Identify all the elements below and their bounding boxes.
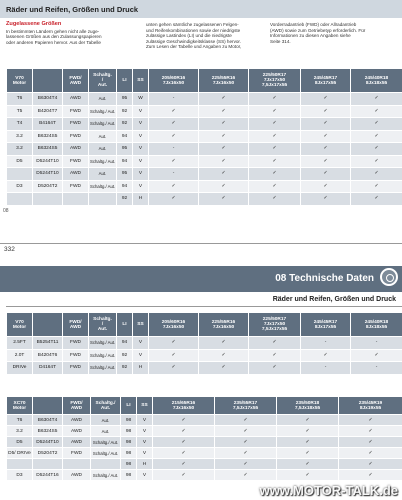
cell-motor: B6324S5 xyxy=(33,426,63,437)
cell-approval: ✓ xyxy=(215,437,277,448)
table-row xyxy=(7,130,402,143)
cell-approval: ✓ xyxy=(277,426,339,437)
table-row xyxy=(7,118,402,131)
cell-li: 92 xyxy=(117,105,133,118)
header-model: XC70 Motor xyxy=(7,397,33,415)
cell-drive: FWD xyxy=(63,155,89,168)
cell-approval: ✓ xyxy=(199,93,249,106)
header-tire-size: 245/40R18 8Jx18x55 xyxy=(351,69,402,93)
cell-approval: ✓ xyxy=(249,93,301,106)
table-row xyxy=(7,105,402,118)
cell-approval: ✓ xyxy=(351,155,402,168)
cell-gear: Aut. xyxy=(89,143,117,156)
cell-approval: ✓ xyxy=(149,362,199,375)
cell-approval: ✓ xyxy=(199,105,249,118)
subhead-divider xyxy=(6,306,402,307)
cell-ss: V xyxy=(137,426,153,437)
cell-approval: ✓ xyxy=(351,130,402,143)
cell-gear: Aut. xyxy=(89,93,117,106)
cell-ss: V xyxy=(137,448,153,459)
cell-approval: ✓ xyxy=(249,130,301,143)
cell-model: D5/ DRIVe xyxy=(7,448,33,459)
intro-line: lassenen Größen aus den Zulassungspapieren xyxy=(6,34,102,40)
cell-approval: ✓ xyxy=(249,337,301,350)
header-ss: SS xyxy=(133,69,149,93)
cell-motor: D5204T2 xyxy=(33,180,63,193)
cell-approval: ✓ xyxy=(351,105,402,118)
cell-approval: ✓ xyxy=(277,459,339,470)
cell-model: D3 xyxy=(7,180,33,193)
cell-approval: ✓ xyxy=(199,349,249,362)
cell-drive: AWD xyxy=(63,168,89,181)
cell-drive: FWD xyxy=(63,118,89,131)
cell-motor: B6304T4 xyxy=(33,93,63,106)
cell-approval: ✓ xyxy=(301,130,351,143)
cell-approval: ✓ xyxy=(149,193,199,206)
cell-approval: ✓ xyxy=(249,105,301,118)
header-tire-size: 245/45R17 8Jx17x55 xyxy=(301,69,351,93)
page-number: 332 xyxy=(4,246,15,253)
cell-approval: ✓ xyxy=(301,349,351,362)
cell-li: 98 xyxy=(121,448,137,459)
cell-motor: D5244T16 xyxy=(33,470,63,481)
cell-approval: ✓ xyxy=(339,448,402,459)
cell-motor: B4204T6 xyxy=(33,349,63,362)
watermark: www.MOTOR-TALK.de xyxy=(259,483,398,498)
cell-ss: H xyxy=(133,362,149,375)
cell-motor: D4164T xyxy=(33,362,63,375)
cell-ss: V xyxy=(133,168,149,181)
cell-ss: V xyxy=(133,130,149,143)
cell-approval: ✓ xyxy=(277,470,339,481)
cell-approval: - xyxy=(149,93,199,106)
cell-approval: ✓ xyxy=(301,105,351,118)
header-drive: FWD/ AWD xyxy=(63,69,89,93)
cell-approval: ✓ xyxy=(301,118,351,131)
header-li: LI xyxy=(117,69,133,93)
cell-ss: V xyxy=(133,118,149,131)
section-title: Räder und Reifen, Größen und Druck xyxy=(6,5,139,14)
cell-drive xyxy=(63,193,89,206)
header-tire-size: 225/50R17 7Jx17x50 7,5Jx17x55 xyxy=(249,69,301,93)
cell-approval: ✓ xyxy=(149,155,199,168)
intro-line: Seite 314. xyxy=(270,38,291,44)
cell-approval: ✓ xyxy=(149,337,199,350)
header-drive: FWD/ AWD xyxy=(63,397,91,415)
header-tire-size: 235/45R19 8Jx19x55 xyxy=(339,397,402,415)
cell-gear: Schaltg./ Aut. xyxy=(89,155,117,168)
cell-approval: ✓ xyxy=(215,470,277,481)
header-tire-size: 235/55R17 7,5Jx17x55 xyxy=(215,397,277,415)
cell-gear xyxy=(89,193,117,206)
header-ss: SS xyxy=(133,313,149,337)
cell-model: D5 xyxy=(7,155,33,168)
tire-table-v70 xyxy=(6,68,402,206)
cell-approval: ✓ xyxy=(249,143,301,156)
header-model: V70 Motor xyxy=(7,313,33,337)
cell-model: 3.2 xyxy=(7,143,33,156)
cell-gear: Aut. xyxy=(89,168,117,181)
cell-gear: Schaltg./ Aut. xyxy=(89,337,117,350)
cell-gear xyxy=(91,459,121,470)
cell-model: DRIVe xyxy=(7,362,33,375)
cell-drive: FWD xyxy=(63,180,89,193)
cell-model: D5 xyxy=(7,437,33,448)
intro-column-1 xyxy=(6,22,124,45)
cell-approval: ✓ xyxy=(153,437,215,448)
cell-gear: Schaltg./ Aut. xyxy=(91,448,121,459)
cell-approval: - xyxy=(351,337,402,350)
page-divider xyxy=(0,243,402,244)
cell-approval: ✓ xyxy=(249,180,301,193)
cell-model: 2.0T xyxy=(7,349,33,362)
cell-approval: ✓ xyxy=(199,362,249,375)
cell-ss: V xyxy=(133,349,149,362)
cell-approval: ✓ xyxy=(351,168,402,181)
cell-drive: FWD xyxy=(63,362,89,375)
cell-approval: ✓ xyxy=(249,168,301,181)
cell-approval: ✓ xyxy=(301,168,351,181)
cell-drive: FWD xyxy=(63,349,89,362)
cell-approval: ✓ xyxy=(149,118,199,131)
cell-gear: Schaltg./ Aut. xyxy=(89,362,117,375)
header-gear: Schaltg. / Aut. xyxy=(89,313,117,337)
intro-line: zulässige Geschwindigkeitsklasse (SS) hervor. xyxy=(146,38,241,44)
cell-approval: ✓ xyxy=(199,193,249,206)
cell-approval: ✓ xyxy=(149,180,199,193)
cell-gear: Schaltg./ Aut. xyxy=(89,118,117,131)
cell-approval: ✓ xyxy=(301,93,351,106)
table-row xyxy=(7,426,402,437)
header-gear: Schaltg. / Aut. xyxy=(89,69,117,93)
cell-drive: AWD xyxy=(63,93,89,106)
cell-ss: V xyxy=(133,155,149,168)
cell-approval: ✓ xyxy=(153,459,215,470)
cell-motor: D5244T10 xyxy=(33,168,63,181)
cell-model xyxy=(7,193,33,206)
cell-ss: V xyxy=(137,470,153,481)
cell-approval: ✓ xyxy=(339,459,402,470)
header-tire-size: 245/45R17 8Jx17x55 xyxy=(301,313,351,337)
table-row xyxy=(7,168,402,181)
cell-li: 95 xyxy=(117,168,133,181)
intro-heading: Zugelassene Größen xyxy=(6,21,62,27)
cell-approval: ✓ xyxy=(351,180,402,193)
cell-approval: ✓ xyxy=(199,118,249,131)
cell-approval: ✓ xyxy=(339,437,402,448)
cell-ss: W xyxy=(133,93,149,106)
cell-drive: AWD xyxy=(63,415,91,426)
cell-ss: H xyxy=(137,459,153,470)
cell-li: 92 xyxy=(117,349,133,362)
header-tire-size: 235/50R18 7,5Jx18x55 xyxy=(277,397,339,415)
cell-approval: - xyxy=(301,337,351,350)
cell-model: 3.2 xyxy=(7,426,33,437)
cell-model xyxy=(7,459,33,470)
cell-approval: ✓ xyxy=(199,143,249,156)
cell-approval: - xyxy=(351,362,402,375)
cell-li: 98 xyxy=(121,415,137,426)
cell-approval: ✓ xyxy=(339,426,402,437)
intro-line: Vorderradantrieb (FWD) oder Allradantrieb xyxy=(270,22,357,27)
cell-li: 98 xyxy=(121,437,137,448)
cell-li: 98 xyxy=(121,470,137,481)
header-tire-size: 245/40R18 8Jx18x55 xyxy=(351,313,402,337)
header-tire-size: 205/60R16 7Jx16x50 xyxy=(149,313,199,337)
cell-model: T4 xyxy=(7,118,33,131)
cell-drive: FWD xyxy=(63,130,89,143)
header-model: V70 Motor xyxy=(7,69,33,93)
table-row xyxy=(7,180,402,193)
cell-approval: ✓ xyxy=(351,118,402,131)
cell-motor: B4164T xyxy=(33,118,63,131)
cell-approval: ✓ xyxy=(153,470,215,481)
chapter-title: 08 Technische Daten xyxy=(275,273,374,284)
table-row xyxy=(7,362,402,375)
table-row xyxy=(7,415,402,426)
cell-motor: B5254T11 xyxy=(33,337,63,350)
side-tab-number: 08 xyxy=(3,208,9,214)
cell-motor: B6304T4 xyxy=(33,415,63,426)
cell-motor: D5244T10 xyxy=(33,155,63,168)
cell-motor: B4204T7 xyxy=(33,105,63,118)
table-row xyxy=(7,437,402,448)
cell-gear: Schaltg./ Aut. xyxy=(89,105,117,118)
cell-approval: ✓ xyxy=(149,349,199,362)
cell-approval: - xyxy=(149,168,199,181)
cell-ss: V xyxy=(133,143,149,156)
section-subhead: Räder und Reifen, Größen und Druck xyxy=(272,296,396,303)
intro-column-3 xyxy=(270,22,400,44)
cell-drive: AWD xyxy=(63,470,91,481)
intro-line: Zum Lesen der Tabelle und Angaben zu Motor, xyxy=(146,44,242,50)
chapter-icon xyxy=(380,268,398,286)
cell-approval: ✓ xyxy=(199,130,249,143)
cell-approval: ✓ xyxy=(351,349,402,362)
cell-approval: ✓ xyxy=(199,155,249,168)
header-li: LI xyxy=(117,313,133,337)
cell-li: 95 xyxy=(117,93,133,106)
cell-li: 92 xyxy=(117,193,133,206)
cell-approval: ✓ xyxy=(249,193,301,206)
cell-approval: ✓ xyxy=(351,143,402,156)
cell-ss: V xyxy=(133,105,149,118)
header-gear: Schaltg./ Aut. xyxy=(91,397,121,415)
cell-li: 98 xyxy=(121,459,137,470)
cell-li: 94 xyxy=(117,155,133,168)
cell-approval: ✓ xyxy=(149,105,199,118)
cell-ss: H xyxy=(133,193,149,206)
cell-approval: ✓ xyxy=(199,180,249,193)
cell-approval: ✓ xyxy=(149,130,199,143)
cell-li: 92 xyxy=(117,362,133,375)
cell-approval: ✓ xyxy=(249,349,301,362)
cell-approval: ✓ xyxy=(215,415,277,426)
table-row xyxy=(7,349,402,362)
header-ss: SS xyxy=(137,397,153,415)
cell-motor: B6324S5 xyxy=(33,143,63,156)
cell-approval: ✓ xyxy=(301,180,351,193)
cell-approval: ✓ xyxy=(351,93,402,106)
table-row xyxy=(7,459,402,470)
cell-drive: AWD xyxy=(63,426,91,437)
cell-approval: ✓ xyxy=(339,415,402,426)
cell-li: 94 xyxy=(117,337,133,350)
cell-drive xyxy=(63,459,91,470)
cell-drive: FWD xyxy=(63,337,89,350)
cell-motor: D5204T2 xyxy=(33,448,63,459)
header-tire-size: 205/60R16 7Jx16x50 xyxy=(149,69,199,93)
table-row xyxy=(7,448,402,459)
cell-approval: ✓ xyxy=(277,448,339,459)
header-motor xyxy=(33,69,63,93)
cell-approval: ✓ xyxy=(153,448,215,459)
cell-ss: V xyxy=(133,337,149,350)
cell-approval: ✓ xyxy=(153,415,215,426)
cell-li: 94 xyxy=(117,180,133,193)
cell-approval: ✓ xyxy=(301,193,351,206)
cell-drive: FWD xyxy=(63,105,89,118)
intro-line: oder anderen Papieren hervor. Aus der Tabelle xyxy=(6,39,101,45)
cell-approval: ✓ xyxy=(277,415,339,426)
cell-motor xyxy=(33,193,63,206)
cell-drive: AWD xyxy=(63,437,91,448)
header-motor xyxy=(33,313,63,337)
cell-approval: ✓ xyxy=(301,143,351,156)
cell-approval: ✓ xyxy=(199,337,249,350)
cell-li: 98 xyxy=(121,426,137,437)
table-row xyxy=(7,143,402,156)
cell-approval: ✓ xyxy=(199,168,249,181)
header-tire-size: 215/65R16 7Jx16x50 xyxy=(153,397,215,415)
cell-motor: B6324S5 xyxy=(33,130,63,143)
cell-model: T6 xyxy=(7,415,33,426)
cell-model: D3 xyxy=(7,470,33,481)
cell-model: T5 xyxy=(7,105,33,118)
intro-line: unten gehen sämtliche zugelassenen Felgen- xyxy=(146,22,239,27)
cell-li: 92 xyxy=(117,118,133,131)
tire-table-v70-second xyxy=(6,312,402,375)
cell-approval: ✓ xyxy=(215,448,277,459)
table-row xyxy=(7,93,402,106)
cell-approval: ✓ xyxy=(215,426,277,437)
header-motor xyxy=(33,397,63,415)
cell-approval: ✓ xyxy=(249,362,301,375)
intro-column-2 xyxy=(146,22,264,50)
table-row xyxy=(7,193,402,206)
table-row xyxy=(7,470,402,481)
cell-model: T6 xyxy=(7,93,33,106)
cell-approval: - xyxy=(149,143,199,156)
cell-motor: D5244T10 xyxy=(33,437,63,448)
intro-line: In bestimmten Ländern gehen nicht alle zuge- xyxy=(6,28,100,34)
cell-model: 3.2 xyxy=(7,130,33,143)
header-tire-size: 225/55R16 7Jx16x50 xyxy=(199,69,249,93)
cell-gear: Aut. xyxy=(91,426,121,437)
cell-model: 2.5FT xyxy=(7,337,33,350)
cell-model xyxy=(7,168,33,181)
intro-line: zulässige Lastindex (LI) und die niedrigste xyxy=(146,33,232,39)
cell-gear: Schaltg./ Aut. xyxy=(89,349,117,362)
cell-approval: ✓ xyxy=(249,118,301,131)
cell-gear: Schaltg./ Aut. xyxy=(91,470,121,481)
table-row xyxy=(7,155,402,168)
cell-drive: FWD xyxy=(63,448,91,459)
cell-motor xyxy=(33,459,63,470)
cell-drive: AWD xyxy=(63,143,89,156)
header-drive: FWD/ AWD xyxy=(63,313,89,337)
cell-gear: Schaltg./ Aut. xyxy=(89,180,117,193)
cell-approval: - xyxy=(301,362,351,375)
cell-approval: ✓ xyxy=(153,426,215,437)
cell-approval: ✓ xyxy=(351,193,402,206)
cell-ss: V xyxy=(133,180,149,193)
cell-approval: ✓ xyxy=(215,459,277,470)
cell-ss: V xyxy=(137,415,153,426)
intro-line: (AWD) sowie zum Getriebetyp erforderlich. Für xyxy=(270,27,366,33)
cell-gear: Aut. xyxy=(89,130,117,143)
cell-gear: Aut. xyxy=(91,415,121,426)
intro-line: und Reifenkombinationen sowie der niedrigste xyxy=(146,27,241,33)
header-li: LI xyxy=(121,397,137,415)
header-tire-size: 225/50R17 7Jx17x50 7,5Jx17x55 xyxy=(249,313,301,337)
header-tire-size: 225/55R16 7Jx16x50 xyxy=(199,313,249,337)
table-row xyxy=(7,337,402,350)
cell-ss: V xyxy=(137,437,153,448)
cell-li: 95 xyxy=(117,143,133,156)
intro-line: Informationen zu diesen Angaben siehe xyxy=(270,33,351,39)
tire-table-xc70 xyxy=(6,396,402,481)
cell-approval: ✓ xyxy=(339,470,402,481)
cell-approval: ✓ xyxy=(277,437,339,448)
cell-approval: ✓ xyxy=(301,155,351,168)
cell-gear: Schaltg./ Aut. xyxy=(91,437,121,448)
cell-approval: ✓ xyxy=(249,155,301,168)
cell-li: 94 xyxy=(117,130,133,143)
